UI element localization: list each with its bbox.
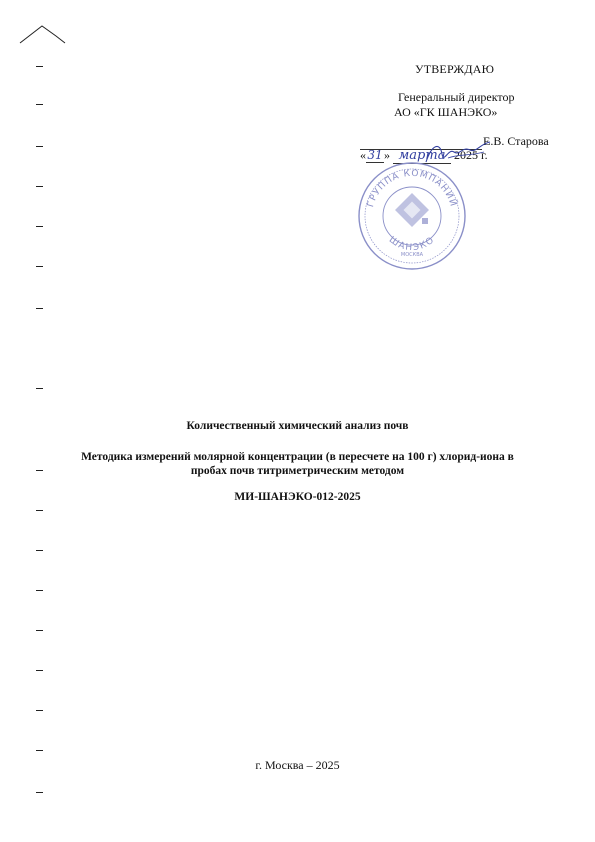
corner-mark [0, 0, 80, 50]
city-year: г. Москва – 2025 [255, 758, 340, 772]
company-stamp [356, 160, 468, 272]
margin-tick [36, 750, 43, 751]
margin-tick [36, 388, 43, 389]
margin-tick [36, 630, 43, 631]
date-month: марта [393, 148, 451, 164]
date-close-quote: » [384, 148, 390, 162]
margin-tick [36, 710, 43, 711]
approver-name: Е.В. Старова [483, 134, 549, 148]
margin-tick [36, 550, 43, 551]
document-code: МИ-ШАНЭКО-012-2025 [234, 491, 361, 503]
margin-tick [36, 670, 43, 671]
margin-tick [36, 66, 43, 67]
document-category: Количественный химический анализ почв [186, 420, 409, 432]
margin-tick [36, 590, 43, 591]
document-title-line-1: Методика измерений молярной концентрации (в пересчете на 100 г) хлорид-иона в [81, 451, 514, 463]
margin-tick [36, 308, 43, 309]
stamp-logo [395, 193, 429, 227]
approver-organization: АО «ГК ШАНЭКО» [394, 105, 498, 119]
margin-tick [36, 104, 43, 105]
date-year: 2025 г. [454, 148, 488, 162]
margin-tick [36, 792, 43, 793]
margin-tick [36, 266, 43, 267]
date-open-quote: « [360, 148, 366, 162]
svg-text:ШАНЭКО [387, 235, 437, 253]
document-title-line-2: пробах почв титриметрическим методом [190, 465, 405, 477]
stamp-bottom-text: ШАНЭКО [386, 234, 438, 254]
margin-tick [36, 146, 43, 147]
margin-tick [36, 510, 43, 511]
stamp-ring-text: ГРУППА КОМПАНИЙ [366, 168, 458, 209]
approval-title: УТВЕРЖДАЮ [415, 62, 495, 76]
margin-tick [36, 186, 43, 187]
approver-position: Генеральный директор [398, 90, 515, 104]
date-day: 31 [367, 148, 383, 162]
stamp-city: МОСКВА [400, 252, 424, 258]
margin-tick [36, 226, 43, 227]
